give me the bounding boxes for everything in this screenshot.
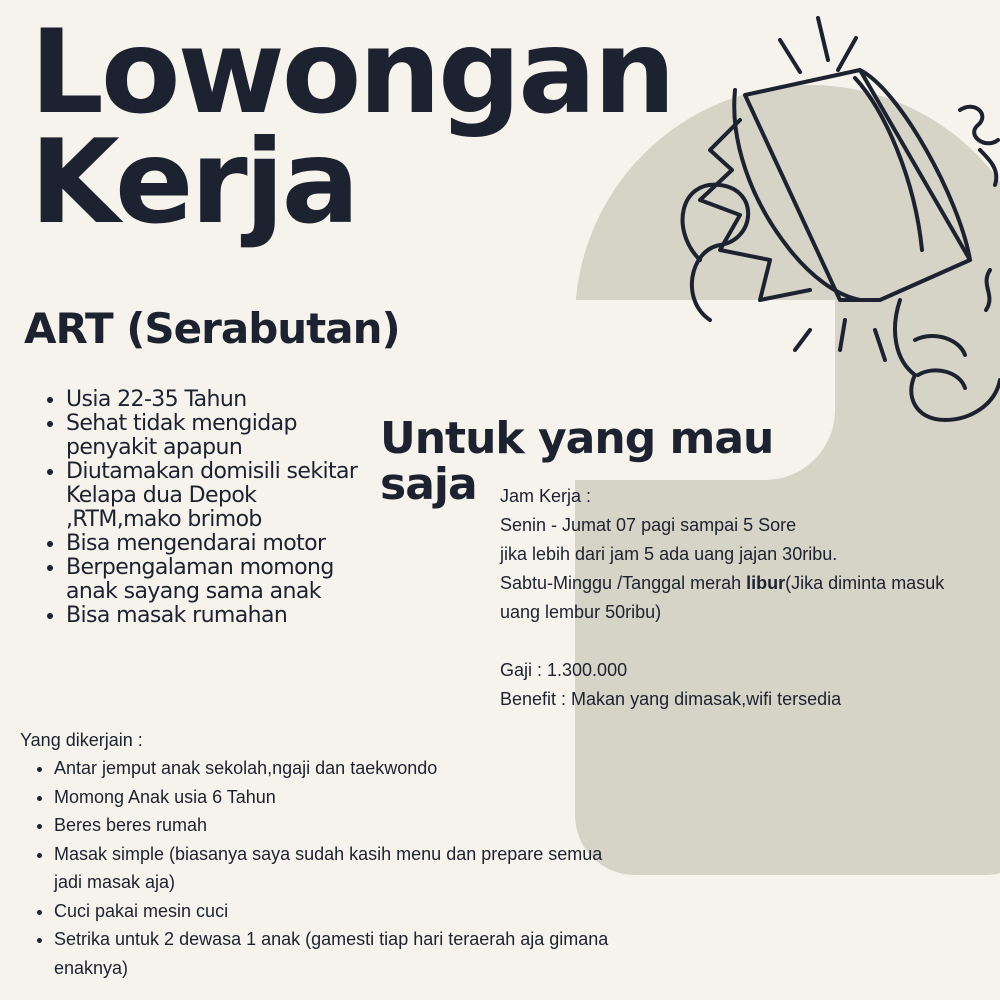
weekend-suffix: (Jika diminta masuk uang lembur 50ribu) bbox=[500, 573, 945, 622]
page-title bbox=[30, 5, 673, 250]
tasks-list bbox=[35, 754, 614, 982]
list-item: • Diutamakan domisili sekitar Kelapa dua Depok ,RTM,mako brimob bbox=[66, 460, 376, 532]
weekend-prefix: Sabtu-Minggu /Tanggal merah bbox=[500, 573, 747, 593]
weekend-bold: libur bbox=[746, 573, 786, 593]
list-item: • Usia 22-35 Tahun bbox=[66, 388, 376, 412]
job-details bbox=[500, 482, 980, 714]
weekend-note bbox=[500, 569, 980, 627]
requirements-list bbox=[38, 388, 376, 628]
list-item: • Bisa masak rumahan bbox=[66, 604, 376, 628]
list-item: • Sehat tidak mengidap penyakit apapun bbox=[66, 412, 376, 460]
list-item: • Beres beres rumah bbox=[54, 811, 614, 840]
salary-text: Gaji : 1.300.000 bbox=[500, 660, 628, 680]
list-item: • Bisa mengendarai motor bbox=[66, 532, 376, 556]
benefit-text: Benefit : Makan yang dimasak,wifi tersedia bbox=[500, 689, 842, 709]
callout-heading: Untuk yang mau saja bbox=[380, 413, 774, 510]
position-title: ART (Serabutan) bbox=[24, 304, 400, 353]
megaphone-icon bbox=[660, 0, 1000, 470]
list-item: • Cuci pakai mesin cuci bbox=[54, 897, 614, 926]
title-line-1: Lowongan bbox=[30, 5, 673, 140]
jam-kerja-label: Jam Kerja : bbox=[500, 486, 592, 506]
schedule-text: Senin - Jumat 07 pagi sampai 5 Sore bbox=[500, 515, 797, 535]
list-item: • Momong Anak usia 6 Tahun bbox=[54, 783, 614, 812]
overtime-note: jika lebih dari jam 5 ada uang jajan 30ribu. bbox=[500, 544, 838, 564]
list-item: • Masak simple (biasanya saya sudah kasih menu dan prepare semua jadi masak aja) bbox=[54, 840, 614, 897]
list-item: • Setrika untuk 2 dewasa 1 anak (gamesti tiap hari teraerah aja gimana enaknya) bbox=[54, 925, 614, 982]
title-line-2: Kerja bbox=[30, 115, 357, 250]
tasks-heading: Yang dikerjain : bbox=[20, 730, 143, 750]
spacer bbox=[500, 627, 980, 656]
list-item: • Antar jemput anak sekolah,ngaji dan taekwondo bbox=[54, 754, 614, 783]
list-item: • Berpengalaman momong anak sayang sama anak bbox=[66, 556, 376, 604]
